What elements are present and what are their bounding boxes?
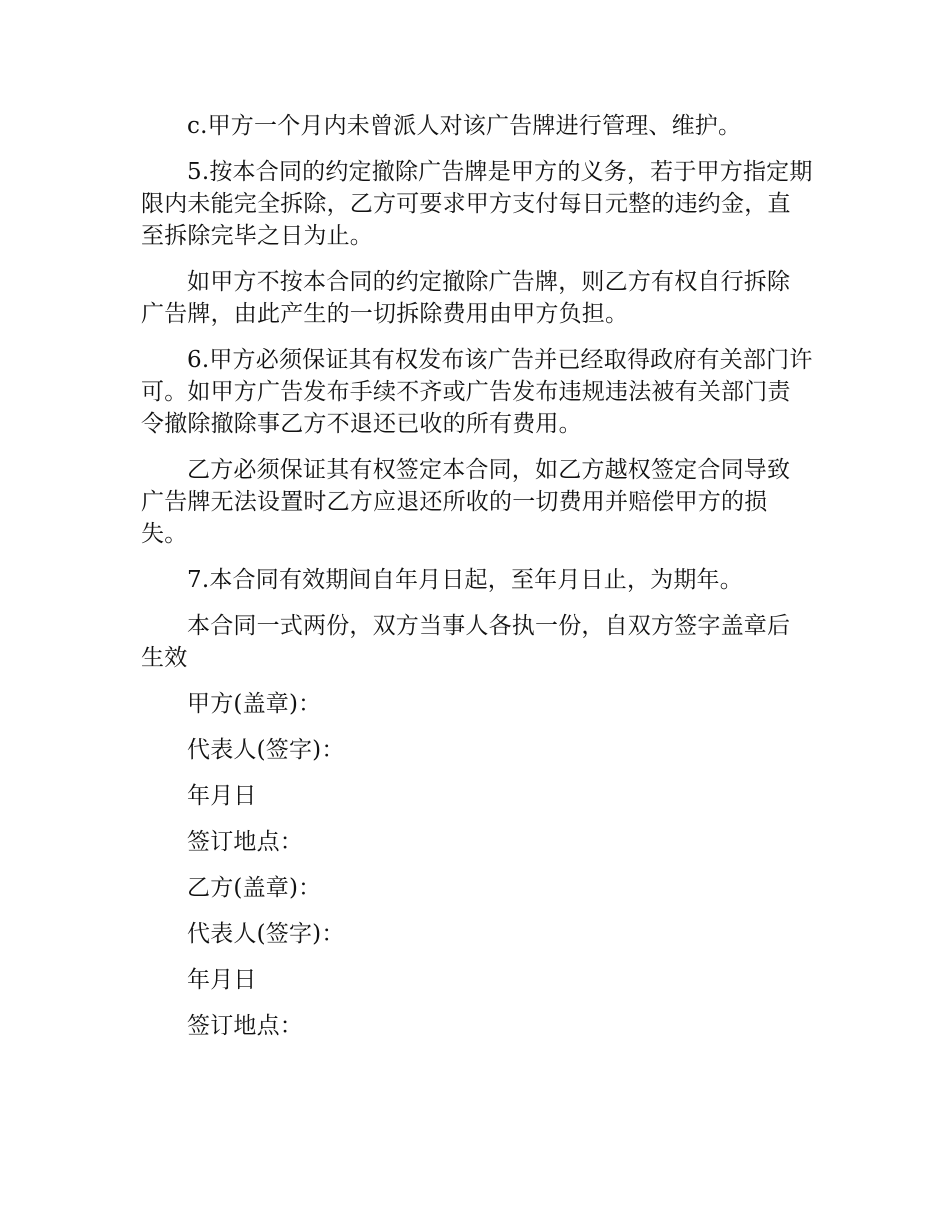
party-b-seal-line: 乙方(盖章)： <box>187 875 322 901</box>
signature-block <box>141 688 813 1042</box>
document-body <box>141 110 813 1056</box>
party-a-representative-line: 代表人(签字)： <box>187 737 345 763</box>
clause-5-removal-obligation: 5.按本合同的约定撤除广告牌是甲方的义务，若于甲方指定期限内未能完全拆除，乙方可要求甲方支付每日元整的违约金，直至拆除完毕之日为止。 <box>141 159 813 249</box>
party-a-seal-line: 甲方(盖章)： <box>187 691 322 717</box>
clause-6-party-b-guarantee: 乙方必须保证其有权签定本合同，如乙方越权签定合同导致广告牌无法设置时乙方应退还所收的一切费用并赔偿甲方的损失。 <box>141 457 791 547</box>
party-b-location-line: 签订地点： <box>187 1013 303 1039</box>
clause-c-maintenance: c.甲方一个月内未曾派人对该广告牌进行管理、维护。 <box>187 113 742 139</box>
clause-6-party-a-guarantee: 6.甲方必须保证其有权发布该广告并已经取得政府有关部门许可。如甲方广告发布手续不齐或广告发布违规违法被有关部门责令撤除撤除事乙方不退还已收的所有费用。 <box>141 347 813 437</box>
clause-5-self-removal: 如甲方不按本合同的约定撤除广告牌，则乙方有权自行拆除广告牌，由此产生的一切拆除费用由甲方负担。 <box>141 269 791 327</box>
copies-clause: 本合同一式两份，双方当事人各执一份，自双方签字盖章后生效 <box>141 613 791 671</box>
clause-7-validity-period: 7.本合同有效期间自年月日起，至年月日止，为期年。 <box>187 567 743 593</box>
party-b-representative-line: 代表人(签字)： <box>187 921 345 947</box>
party-a-location-line: 签订地点： <box>187 829 303 855</box>
party-b-date-line: 年月日 <box>187 967 257 993</box>
party-a-date-line: 年月日 <box>187 783 257 809</box>
